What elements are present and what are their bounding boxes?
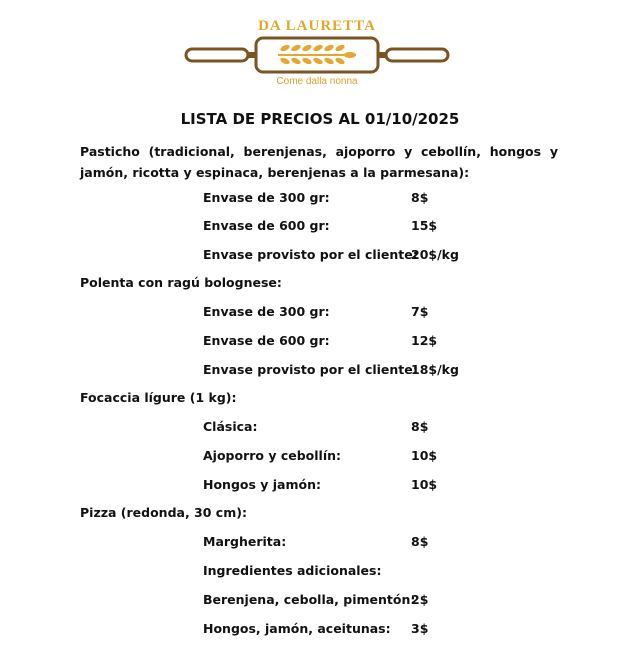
item-price: 3$ [411, 621, 429, 636]
item-price: 8$ [411, 534, 429, 549]
item-label: Envase provisto por el cliente: [203, 362, 418, 377]
item-label: Margherita: [203, 534, 287, 549]
rolling-pin-with-wheat-icon [184, 36, 450, 76]
logo-tagline: Come dalla nonna [276, 76, 358, 87]
brand-logo [184, 14, 450, 100]
item-label: Hongos y jamón: [203, 477, 322, 492]
item-price: 12$ [411, 333, 438, 348]
item-price: 8$ [411, 190, 429, 205]
item-label: Ajoporro y cebollín: [203, 448, 342, 463]
page-title: LISTA DE PRECIOS AL 01/10/2025 [180, 110, 460, 128]
item-label: Hongos, jamón, aceitunas: [203, 621, 391, 636]
item-price: 7$ [411, 304, 429, 319]
item-price: 15$ [411, 218, 438, 233]
item-price: 18$/kg [411, 362, 459, 377]
section-title-pizza: Pizza (redonda, 30 cm): [80, 505, 247, 520]
section-title-polenta: Polenta con ragú bolognese: [80, 275, 282, 290]
item-label: Envase provisto por el cliente: [203, 247, 418, 262]
item-price: 2$ [411, 592, 429, 607]
item-label: Envase de 600 gr: [203, 218, 330, 233]
item-label: Clásica: [203, 419, 258, 434]
item-label: Envase de 600 gr: [203, 333, 330, 348]
logo-name: DA LAURETTA [258, 18, 376, 34]
section-title-focaccia: Focaccia lígure (1 kg): [80, 390, 237, 405]
item-label: Envase de 300 gr: [203, 304, 330, 319]
subsection-label: Ingredientes adicionales: [203, 563, 382, 578]
item-price: 10$ [411, 448, 438, 463]
item-price: 8$ [411, 419, 429, 434]
section-title-pasticho: Pasticho (tradicional, berenjenas, ajoporro y cebollín, hongos y jamón, ricotta y espinaca, berenjenas a la parmesana): [80, 144, 558, 180]
item-label: Berenjena, cebolla, pimentón: [203, 592, 416, 607]
item-price: 20$/kg [411, 247, 459, 262]
item-label: Envase de 300 gr: [203, 190, 330, 205]
item-price: 10$ [411, 477, 438, 492]
